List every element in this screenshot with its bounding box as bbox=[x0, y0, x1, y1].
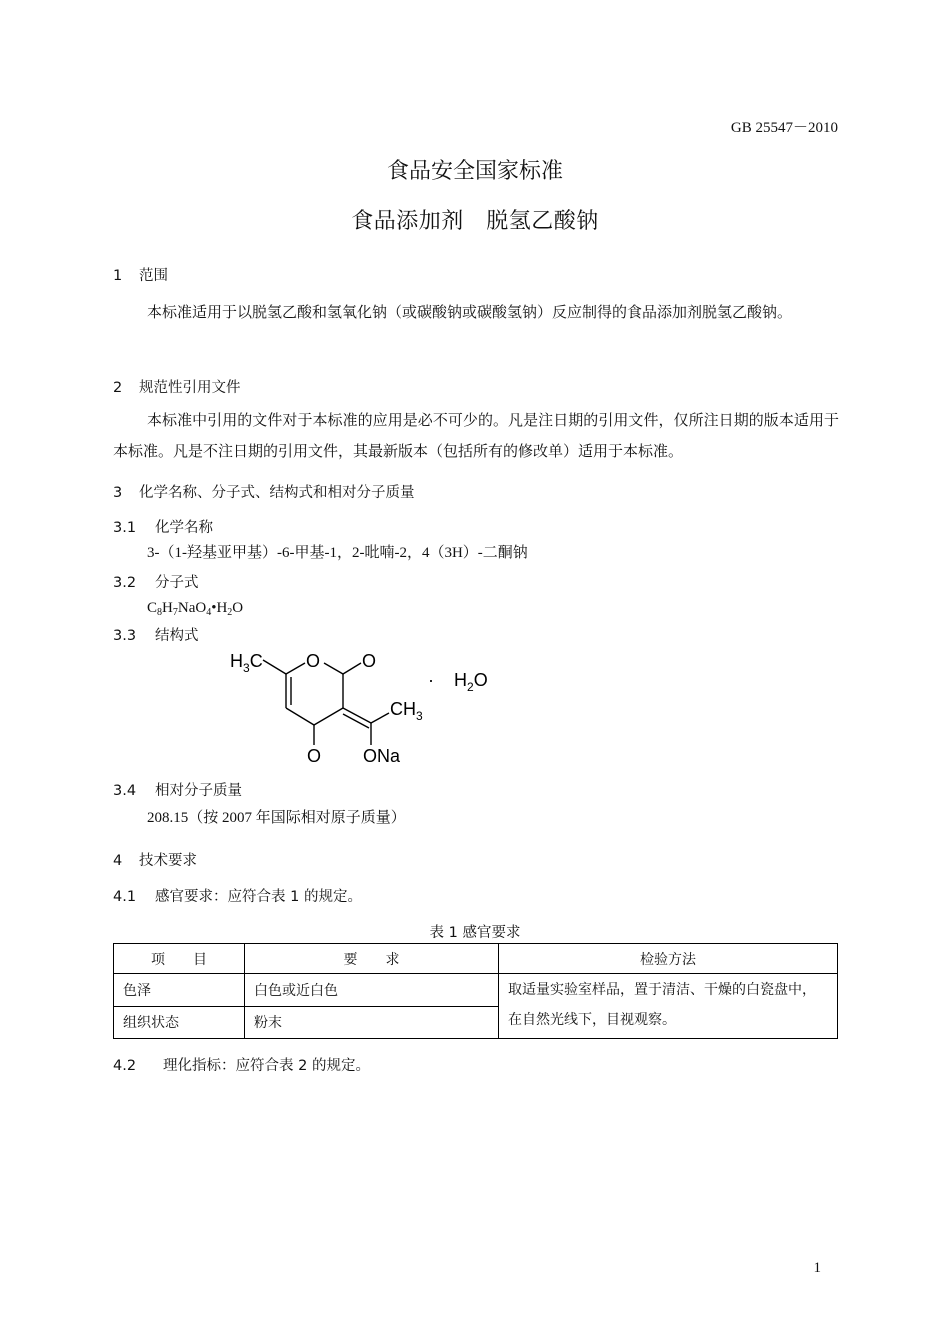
section-4-1-heading bbox=[113, 885, 362, 906]
requirement-cell: 粉末 bbox=[245, 1006, 499, 1039]
section-number: 4.1 bbox=[113, 889, 137, 905]
section-2-text: 本标准中引用的文件对于本标准的应用是必不可少的。凡是注日期的引用文件，仅所注日期的版本适用于本标准。凡是不注日期的引用文件，其最新版本（包括所有的修改单）适用于本标准。 bbox=[113, 413, 839, 460]
table-row bbox=[114, 974, 838, 1007]
standard-number: GB 25547－2010 bbox=[730, 120, 838, 136]
item-cell: 色泽 bbox=[114, 974, 245, 1007]
section-number: 3.1 bbox=[113, 520, 137, 536]
requirement-cell: 白色或近白色 bbox=[245, 974, 499, 1007]
method-cell: 取适量实验室样品，置于清洁、干燥的白瓷盘中，在自然光线下，目视观察。 bbox=[499, 974, 838, 1039]
table-header-row bbox=[114, 944, 838, 974]
item-cell: 组织状态 bbox=[114, 1006, 245, 1039]
section-1-text: 本标准适用于以脱氢乙酸和氢氧化钠（或碳酸钠或碳酸氢钠）反应制得的食品添加剂脱氢乙酸钠。 bbox=[147, 305, 793, 321]
methyl-label: $H_3C$ bbox=[230, 651, 263, 675]
carbonyl-oxygen-top-label: O bbox=[362, 651, 377, 671]
section-number: 3.2 bbox=[113, 575, 137, 591]
section-title: 结构式 bbox=[155, 628, 199, 644]
ring-oxygen-label: O bbox=[306, 651, 321, 671]
section-title: 技术要求 bbox=[139, 853, 197, 869]
section-title: 规范性引用文件 bbox=[139, 380, 241, 396]
page-number: 1 bbox=[813, 1260, 821, 1276]
section-number: 3 bbox=[113, 485, 123, 501]
acetyl-methyl-label: $CH_3$ bbox=[390, 699, 423, 723]
section-number: 1 bbox=[113, 268, 123, 284]
section-number: 4 bbox=[113, 853, 123, 869]
section-4-2-heading bbox=[113, 1054, 370, 1075]
molecular-formula: $C_8H_7NaO_4•H_2O$ bbox=[147, 600, 244, 618]
section-title: 分子式 bbox=[155, 575, 199, 591]
chemical-name: 3-（1-羟基亚甲基）-6-甲基-1，2-吡喃-2，4（3H）-二酮钠 bbox=[147, 545, 528, 561]
section-number: 4.2 bbox=[113, 1058, 137, 1074]
molecular-weight: 208.15（按 2007 年国际相对原子质量） bbox=[147, 810, 406, 826]
table-1-caption: 表 1 感官要求 bbox=[429, 925, 521, 941]
section-number: 3.4 bbox=[113, 783, 137, 799]
section-title: 感官要求：应符合表 1 的规定。 bbox=[155, 889, 362, 905]
water-label: $H_2O$ bbox=[454, 670, 488, 694]
column-header-method: 检验方法 bbox=[499, 944, 838, 974]
section-title: 理化指标：应符合表 2 的规定。 bbox=[163, 1058, 370, 1074]
column-header-item: 项 目 bbox=[114, 944, 245, 974]
sensory-requirements-table bbox=[113, 943, 838, 1039]
column-header-requirement: 要 求 bbox=[245, 944, 499, 974]
section-3-4-heading bbox=[113, 779, 242, 800]
carbonyl-oxygen-bottom-label: O bbox=[307, 746, 322, 766]
section-title: 化学名称 bbox=[155, 520, 213, 536]
section-title: 范围 bbox=[139, 268, 168, 284]
ring-bonds bbox=[263, 660, 389, 745]
standard-title: 食品安全国家标准 bbox=[386, 159, 563, 184]
section-4-heading bbox=[113, 849, 197, 870]
sodium-oxide-label: ONa bbox=[363, 746, 401, 766]
document-title: 食品添加剂 脱氢乙酸钠 bbox=[351, 209, 599, 234]
section-number: 3.3 bbox=[113, 628, 137, 644]
section-title: 化学名称、分子式、结构式和相对分子质量 bbox=[139, 485, 415, 501]
section-title: 相对分子质量 bbox=[155, 783, 242, 799]
section-number: 2 bbox=[113, 380, 123, 396]
hydrate-dot: · bbox=[428, 670, 434, 690]
